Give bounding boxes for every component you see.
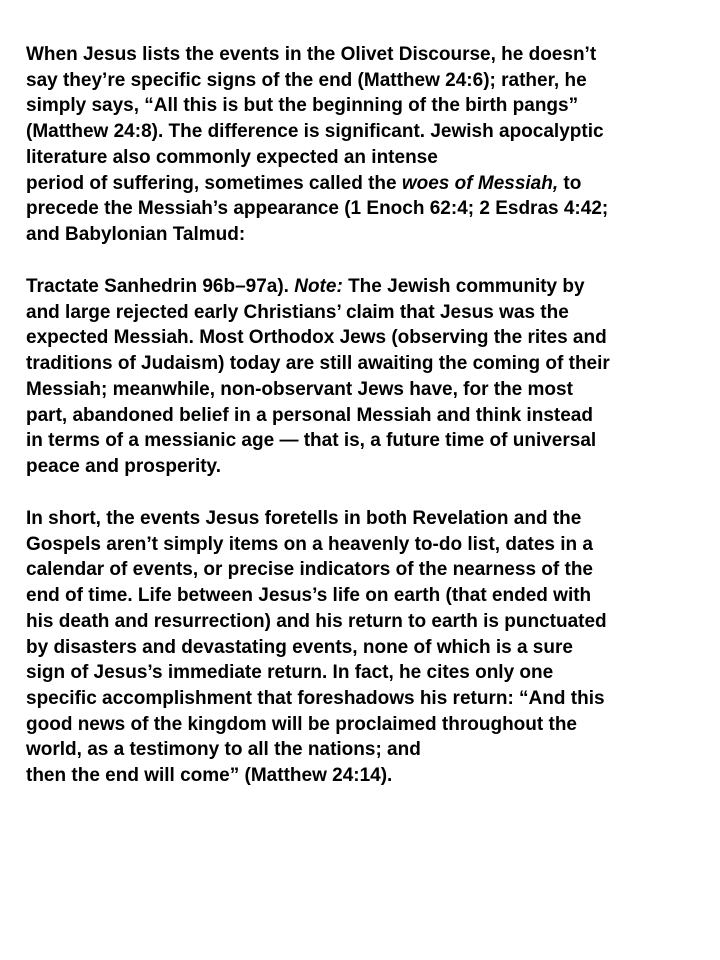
text-line: precede the Messiah’s appearance (1 Enoch 62:4; 2 Esdras 4:42;	[26, 198, 609, 220]
text-line: Tractate Sanhedrin 96b–97a). Note: The Jewish community by	[26, 276, 585, 297]
text-line: peace and prosperity.	[26, 455, 221, 477]
text-line: specific accomplishment that foreshadows his return: “And this	[26, 687, 605, 709]
text-line: (Matthew 24:8). The difference is significant. Jewish apocalyptic	[26, 121, 604, 143]
paragraph-in-short	[26, 506, 716, 789]
text-line: When Jesus lists the events in the Olivet Discourse, he doesn’t	[26, 44, 597, 65]
paragraph-tractate-sanhedrin	[26, 274, 716, 480]
text-line: end of time. Life between Jesus’s life on earth (that ended with	[26, 585, 592, 607]
text-line: calendar of events, or precise indicators of the nearness of the	[26, 559, 594, 581]
text-line: and large rejected early Christians’ claim that Jesus was the	[26, 301, 569, 323]
emphasis-woes-of-messiah: woes of Messiah,	[401, 172, 559, 194]
text-line: his death and resurrection) and his return to earth is punctuated	[26, 610, 607, 632]
text-line: sign of Jesus’s immediate return. In fact, he cites only one	[26, 662, 554, 684]
text-line: say they’re specific signs of the end (Matthew 24:6); rather, he	[26, 69, 587, 91]
text-line: good news of the kingdom will be proclaimed throughout the	[26, 713, 577, 735]
text-line: period of suffering, sometimes called the woes of Messiah, to	[26, 172, 582, 194]
text-line: simply says, “All this is but the beginning of the birth pangs”	[26, 95, 579, 117]
text-line: Messiah; meanwhile, non-observant Jews have, for the most	[26, 378, 573, 400]
text-line: world, as a testimony to all the nations; and	[26, 739, 421, 761]
text-line: In short, the events Jesus foretells in both Revelation and the	[26, 508, 582, 529]
text-line: Gospels aren’t simply items on a heavenly to-do list, dates in a	[26, 533, 593, 555]
emphasis-note: Note:	[294, 276, 343, 297]
text-line: in terms of a messianic age — that is, a future time of universal	[26, 430, 597, 452]
text-line: traditions of Judaism) today are still awaiting the coming of their	[26, 353, 610, 375]
text-line: expected Messiah. Most Orthodox Jews (observing the rites and	[26, 327, 607, 349]
paragraph-olivet-discourse	[26, 42, 716, 248]
text-line: and Babylonian Talmud:	[26, 223, 246, 245]
text-line: then the end will come” (Matthew 24:14).	[26, 765, 393, 787]
text-line: literature also commonly expected an intense	[26, 146, 438, 168]
text-line: by disasters and devastating events, none of which is a sure	[26, 636, 573, 658]
text-line: part, abandoned belief in a personal Messiah and think instead	[26, 404, 593, 426]
